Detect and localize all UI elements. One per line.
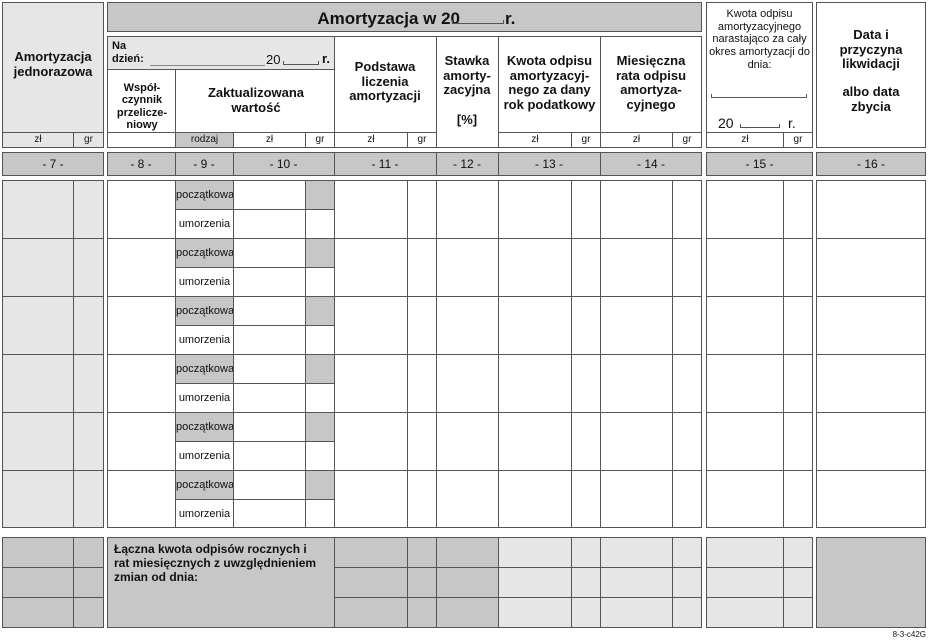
total-col-11 xyxy=(334,537,499,628)
unit-zl: zł xyxy=(741,134,749,145)
na-dzien-year-blank xyxy=(283,61,319,65)
unit-gr: gr xyxy=(581,134,591,145)
column-number-13: - 13 - xyxy=(534,157,563,171)
header-miesieczna: Miesięczna rata odpisu amortyza-cyjnego xyxy=(615,53,687,112)
unit-zl: zł xyxy=(367,134,375,145)
total-col-15 xyxy=(706,537,813,628)
column-number-12: - 12 - xyxy=(452,157,481,171)
grosze-shaded-cell xyxy=(306,239,334,267)
header-zaktualizowana: Zaktualizowana wartość xyxy=(207,85,305,115)
header-stawka: Stawka amorty-zacyjna xyxy=(443,53,491,98)
narastajaco-year-blank xyxy=(740,124,780,128)
narastajaco-suffix: r. xyxy=(788,115,796,131)
unit-zl: zł xyxy=(632,134,641,145)
na-dzien-label-2: dzień: xyxy=(112,53,144,65)
total-label: Łączna kwota odpisów rocznych i rat miesięcznych z uwzględnieniem zmian od dnia: xyxy=(114,542,317,584)
unit-rodzaj: rodzaj xyxy=(190,134,219,145)
header-podstawa: Podstawa liczenia amortyzacji xyxy=(349,59,421,104)
na-dzien-date-line xyxy=(150,65,265,66)
column-number-16: - 16 - xyxy=(856,157,885,171)
total-col-16 xyxy=(816,537,926,628)
unit-gr: gr xyxy=(417,134,427,145)
column-number-10: - 10 - xyxy=(269,157,298,171)
row-label-umorzenia: umorzenia xyxy=(178,218,231,230)
column-number-11: - 11 - xyxy=(371,157,399,171)
row-label-poczatkowa: początkowa xyxy=(176,247,235,259)
row-label-umorzenia: umorzenia xyxy=(178,450,231,462)
col-16-header xyxy=(816,2,926,148)
header-data-likwidacji: Data i przyczyna likwidacji xyxy=(839,27,903,72)
row-label-poczatkowa: początkowa xyxy=(176,479,235,491)
form-code: 8-3-c42G xyxy=(892,630,926,639)
column-number-8: - 8 - xyxy=(130,157,152,171)
row-label-umorzenia: umorzenia xyxy=(178,392,231,404)
na-dzien-year: 20 xyxy=(266,52,281,67)
grosze-shaded-cell xyxy=(306,297,334,325)
header-amortyzacja-jednorazowa: Amortyzacja jednorazowa xyxy=(13,49,93,79)
column-number-7: - 7 - xyxy=(42,157,64,171)
grosze-shaded-cell xyxy=(306,355,334,383)
na-dzien-suffix: r. xyxy=(322,51,330,66)
row-label-umorzenia: umorzenia xyxy=(178,334,231,346)
header-kwota-roczna: Kwota odpisu amortyzacyj-nego za dany rok podatkowy xyxy=(503,53,596,112)
title-suffix: r. xyxy=(505,9,516,28)
column-number-15: - 15 - xyxy=(745,157,774,171)
narastajaco-year: 20 xyxy=(718,115,734,131)
unit-gr: gr xyxy=(682,134,692,145)
title-prefix: Amortyzacja w 20 xyxy=(317,9,460,28)
row-label-poczatkowa: początkowa xyxy=(176,421,235,433)
header-narastajaco: Kwota odpisu amortyzacyjnego narastająco za cały okres amortyzacji do dnia: xyxy=(709,8,810,71)
narastajaco-date-blank xyxy=(711,94,807,98)
unit-gr: gr xyxy=(84,134,93,145)
title-year-blank xyxy=(452,20,504,24)
grosze-shaded-cell xyxy=(306,413,334,441)
column-number-9: - 9 - xyxy=(193,157,215,171)
column-number-14: - 14 - xyxy=(636,157,665,171)
unit-zl: zł xyxy=(531,134,539,145)
row-label-poczatkowa: początkowa xyxy=(176,305,235,317)
grosze-shaded-cell xyxy=(306,181,334,209)
total-col-7 xyxy=(2,537,104,628)
header-wspolczynnik: Współ-czynnik przelicze-niowy xyxy=(116,82,168,131)
unit-gr: gr xyxy=(793,134,803,145)
row-label-poczatkowa: początkowa xyxy=(176,363,235,375)
row-label-umorzenia: umorzenia xyxy=(178,508,231,520)
header-data-zbycia: albo data zbycia xyxy=(842,84,900,114)
na-dzien-label-1: Na xyxy=(112,40,127,52)
row-label-umorzenia: umorzenia xyxy=(178,276,231,288)
unit-zl: zł xyxy=(265,134,274,145)
unit-zl: zł xyxy=(34,134,42,145)
unit-gr: gr xyxy=(315,134,325,145)
grosze-shaded-cell xyxy=(306,471,334,499)
row-label-poczatkowa: początkowa xyxy=(176,189,235,201)
header-stawka-unit: [%] xyxy=(456,112,478,127)
